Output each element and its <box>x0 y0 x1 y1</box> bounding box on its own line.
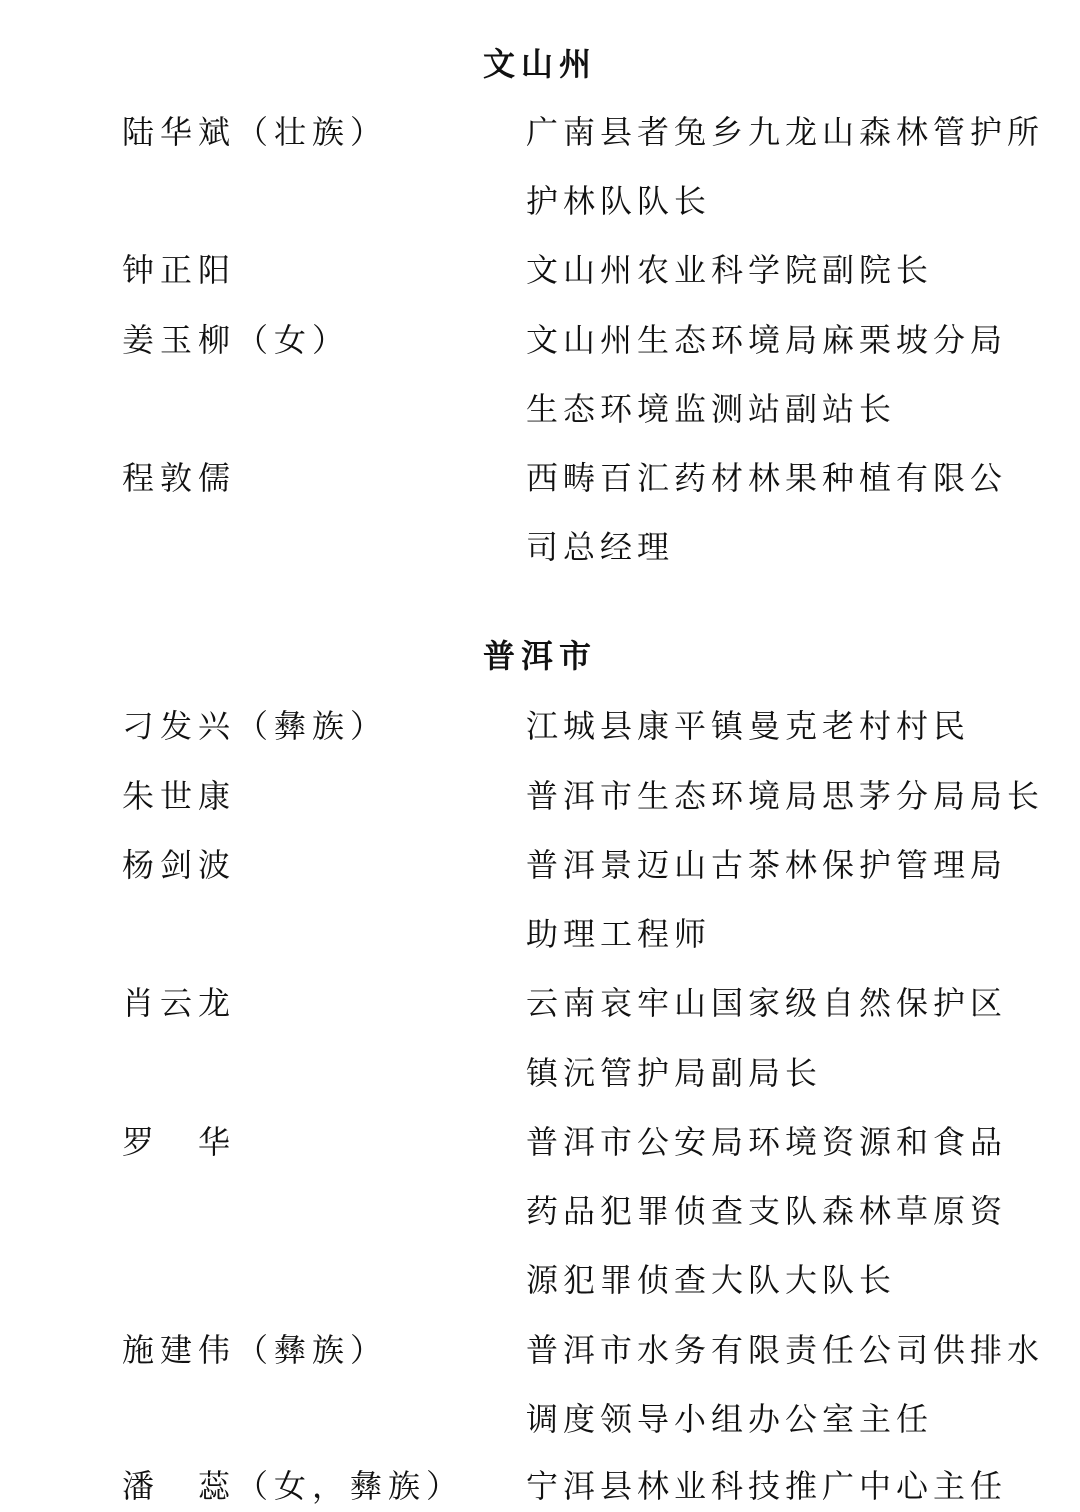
person-name: 钟正阳 <box>122 251 237 289</box>
person-role-line: 司总经理 <box>526 528 675 566</box>
person-role-line: 广南县者兔乡九龙山森林管护所 <box>526 113 1045 151</box>
person-role-line: 西畴百汇药材林果种植有限公 <box>526 459 1008 497</box>
person-role-line: 药品犯罪侦查支队森林草原资 <box>526 1192 1008 1230</box>
section-title-puer: 普洱市 <box>482 637 597 675</box>
person-role-line: 江城县康平镇曼克老村村民 <box>526 707 971 745</box>
person-role-line: 源犯罪侦查大队大队长 <box>526 1261 897 1299</box>
person-name: 陆华斌（壮族） <box>122 113 389 151</box>
person-name: 程敦儒 <box>122 459 237 497</box>
person-name: 杨剑波 <box>122 846 237 884</box>
person-role-line: 宁洱县林业科技推广中心主任 <box>526 1467 1008 1505</box>
person-role-line: 普洱市水务有限责任公司供排水 <box>526 1331 1045 1369</box>
person-name: 朱世康 <box>122 777 237 815</box>
person-role-line: 护林队队长 <box>526 182 712 220</box>
person-role-line: 普洱景迈山古茶林保护管理局 <box>526 846 1008 884</box>
person-role-line: 普洱市生态环境局思茅分局局长 <box>526 777 1045 815</box>
person-name: 肖云龙 <box>122 984 237 1022</box>
person-role-line: 普洱市公安局环境资源和食品 <box>526 1123 1008 1161</box>
person-role-line: 调度领导小组办公室主任 <box>526 1400 934 1438</box>
person-name: 姜玉柳（女） <box>122 321 351 359</box>
section-title-wenshan: 文山州 <box>482 45 597 83</box>
person-role-line: 文山州生态环境局麻栗坡分局 <box>526 321 1008 359</box>
person-name: 刁发兴（彝族） <box>122 707 389 745</box>
person-name: 施建伟（彝族） <box>122 1331 389 1369</box>
person-role-line: 云南哀牢山国家级自然保护区 <box>526 984 1008 1022</box>
person-role-line: 镇沅管护局副局长 <box>526 1054 823 1092</box>
person-name: 罗 华 <box>122 1123 237 1161</box>
person-role-line: 助理工程师 <box>526 915 712 953</box>
person-role-line: 生态环境监测站副站长 <box>526 390 897 428</box>
person-role-line: 文山州农业科学院副院长 <box>526 251 934 289</box>
person-name: 潘 蕊（女，彝族） <box>122 1467 465 1505</box>
